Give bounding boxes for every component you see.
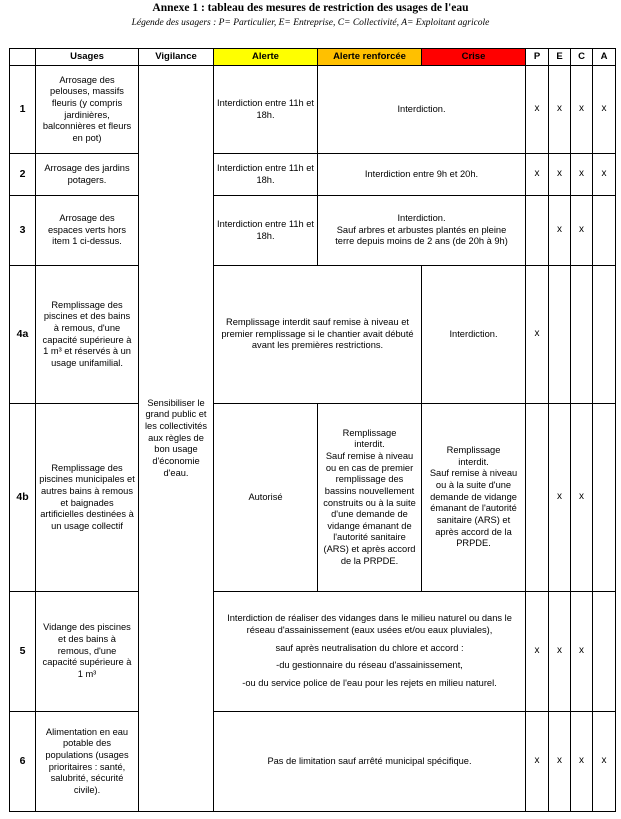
- user-p-mark: x: [526, 266, 549, 404]
- user-a-mark: [593, 592, 616, 712]
- renforcee-cell: [318, 404, 422, 592]
- user-a-mark: [593, 266, 616, 404]
- user-c-mark: x: [571, 404, 593, 592]
- usage-cell: Arrosage des jardins potagers.: [36, 154, 139, 196]
- header-vigilance: Vigilance: [139, 49, 214, 66]
- crise-cell: Interdiction.: [422, 266, 526, 404]
- renforcee-crise-line-1: Interdiction.: [397, 213, 446, 224]
- usage-cell: Arrosage des espaces verts hors item 1 ci-dessus.: [36, 196, 139, 266]
- user-a-mark: [593, 196, 616, 266]
- renforcee-crise-line-2: Sauf arbres et arbustes plantés en pleine terre depuis moins de 2 ans (de 20h à 9h): [335, 224, 508, 247]
- row-number: 2: [10, 154, 36, 196]
- alerte-cell: Autorisé: [214, 404, 318, 592]
- table-row: [10, 196, 616, 266]
- users-legend: Légende des usagers : P= Particulier, E= Entreprise, C= Collectivité, A= Exploitant agricole: [131, 18, 490, 28]
- table-row: [10, 404, 616, 592]
- vigilance-cell: Sensibiliser le grand public et les collectivités aux règles de bon usage d'économie d'eau.: [139, 66, 214, 812]
- row-number: 5: [10, 592, 36, 712]
- usage-cell: Remplissage des piscines et des bains à remous, d'une capacité supérieure à 1 m³ et réservés à un usage unifamilial.: [36, 266, 139, 404]
- user-c-mark: x: [571, 592, 593, 712]
- user-e-mark: [549, 266, 571, 404]
- renforcee-line-1: Remplissage interdit.: [342, 427, 397, 450]
- renforcee-crise-cell: Interdiction.: [318, 66, 526, 154]
- row-number: 4b: [10, 404, 36, 592]
- table-row: [10, 154, 616, 196]
- header-a: A: [593, 49, 616, 66]
- user-p-mark: x: [526, 154, 549, 196]
- user-a-mark: [593, 404, 616, 592]
- user-p-mark: x: [526, 712, 549, 812]
- page-title: Annexe 1 : tableau des mesures de restriction des usages de l'eau: [152, 2, 469, 14]
- header-row: [10, 49, 616, 66]
- row-number: 6: [10, 712, 36, 812]
- vidange-line-1: Interdiction de réaliser des vidanges dans le milieu naturel ou dans le réseau d'assainissement (eaux usées et/ou eaux pluviales),: [227, 613, 512, 636]
- usage-cell: Arrosage des pelouses, massifs fleuris (y compris jardinières, balconnières et fleurs en pot): [36, 66, 139, 154]
- header-alerte-renforcee: Alerte renforcée: [318, 49, 422, 66]
- user-p-mark: x: [526, 66, 549, 154]
- header-e: E: [549, 49, 571, 66]
- usage-cell: Alimentation en eau potable des populations (usages prioritaires : santé, salubrité, sécurité civile).: [36, 712, 139, 812]
- alerte-renforcee-crise-cell: [214, 592, 526, 712]
- table-row: [10, 66, 616, 154]
- user-a-mark: x: [593, 712, 616, 812]
- header-p: P: [526, 49, 549, 66]
- user-c-mark: [571, 266, 593, 404]
- alerte-renforcee-cell: Remplissage interdit sauf remise à niveau et premier remplissage si le chantier avait débuté avant les premières restrictions.: [214, 266, 422, 404]
- crise-cell: [422, 404, 526, 592]
- user-p-mark: [526, 196, 549, 266]
- user-a-mark: x: [593, 66, 616, 154]
- usage-cell: Vidange des piscines et des bains à remous, d'une capacité supérieure à 1 m³: [36, 592, 139, 712]
- row-number: 1: [10, 66, 36, 154]
- user-c-mark: x: [571, 196, 593, 266]
- row-number: 3: [10, 196, 36, 266]
- row-number: 4a: [10, 266, 36, 404]
- crise-line-1: Remplissage interdit.: [446, 445, 501, 467]
- renforcee-crise-cell: [318, 196, 526, 266]
- table-row: [10, 712, 616, 812]
- user-c-mark: x: [571, 154, 593, 196]
- vidange-line-2: sauf après neutralisation du chlore et accord :: [275, 642, 464, 653]
- table-row: [10, 266, 616, 404]
- header-alerte: Alerte: [214, 49, 318, 66]
- user-e-mark: x: [549, 404, 571, 592]
- alerte-cell: Interdiction entre 11h et 18h.: [214, 66, 318, 154]
- header-num: [10, 49, 36, 66]
- user-p-mark: x: [526, 592, 549, 712]
- user-e-mark: x: [549, 154, 571, 196]
- alerte-cell: Interdiction entre 11h et 18h.: [214, 154, 318, 196]
- table-row: [10, 592, 616, 712]
- user-e-mark: x: [549, 712, 571, 812]
- alerte-cell: Interdiction entre 11h et 18h.: [214, 196, 318, 266]
- header-crise: Crise: [422, 49, 526, 66]
- user-e-mark: x: [549, 196, 571, 266]
- header-usages: Usages: [36, 49, 139, 66]
- user-c-mark: x: [571, 66, 593, 154]
- user-e-mark: x: [549, 66, 571, 154]
- user-p-mark: [526, 404, 549, 592]
- header-c: C: [571, 49, 593, 66]
- crise-line-2: Sauf remise à niveau ou à la suite d'une demande de vidange émanant de l'autorité sanitaire (ARS) et après accord de la PRPDE.: [429, 468, 518, 549]
- user-a-mark: x: [593, 154, 616, 196]
- renforcee-crise-cell: Interdiction entre 9h et 20h.: [318, 154, 526, 196]
- vidange-line-3: -du gestionnaire du réseau d'assainissement,: [276, 660, 463, 671]
- alerte-renforcee-crise-cell: Pas de limitation sauf arrêté municipal spécifique.: [214, 712, 526, 812]
- vidange-line-4: -ou du service police de l'eau pour les rejets en milieu naturel.: [242, 677, 497, 688]
- restriction-table: [9, 48, 616, 812]
- user-e-mark: x: [549, 592, 571, 712]
- usage-cell: Remplissage des piscines municipales et autres bains à remous et baignades artificielles destinées à un usage collectif: [36, 404, 139, 592]
- renforcee-line-2: Sauf remise à niveau ou en cas de premier remplissage des bassins nouvellement construits ou à la suite d'une demande de vidange émanant de l'autorité sanitaire (ARS) et après accord de la PRPDE.: [323, 451, 416, 566]
- user-c-mark: x: [571, 712, 593, 812]
